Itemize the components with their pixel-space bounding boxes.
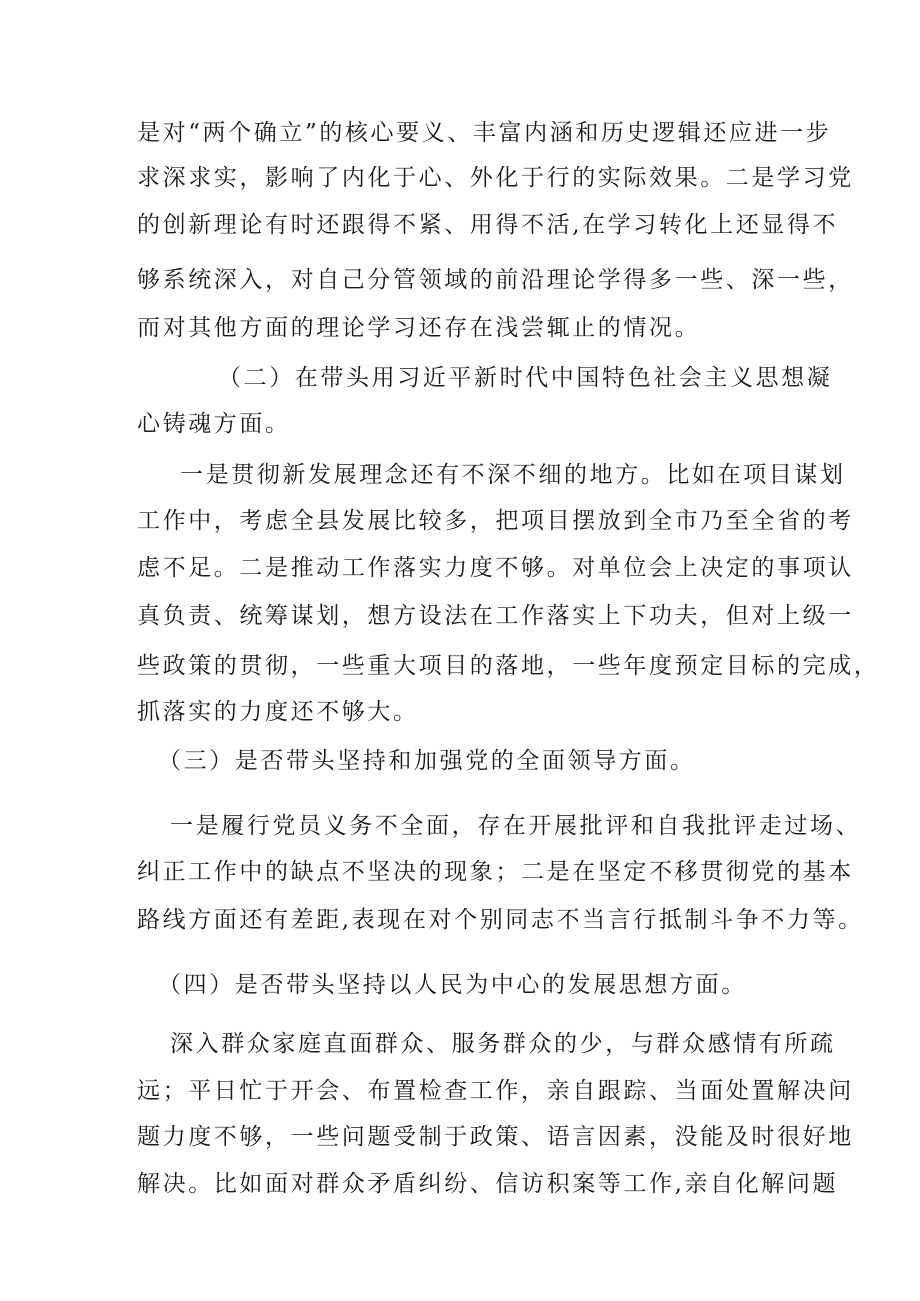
paragraph-line: 虑不足。二是推动工作落实力度不够。对单位会上决定的事项认: [137, 555, 854, 581]
paragraph-line: 远；平日忙于开会、布置检查工作，亲自跟踪、当面处置解决问: [137, 1078, 854, 1104]
paragraph-line: 一是履行党员义务不全面，存在开展批评和自我批评走过场、: [170, 813, 862, 839]
section-heading: （二）在带头用习近平新时代中国特色社会主义思想凝: [218, 365, 833, 391]
paragraph-line: 是对“两个确立”的核心要义、丰富内涵和历史逻辑还应进一步: [137, 120, 832, 146]
paragraph-line: 抓落实的力度还不够大。: [137, 699, 419, 725]
paragraph-line: 一是贯彻新发展理念还有不深不细的地方。比如在项目谋划: [180, 462, 846, 488]
paragraph-line: 而对其他方面的理论学习还存在浅尝辄止的情况。: [137, 315, 701, 341]
section-heading: （四）是否带头坚持以人民为中心的发展思想方面。: [158, 972, 747, 998]
paragraph-line: 解决。比如面对群众矛盾纠纷、信访积案等工作,亲自化解问题: [137, 1171, 839, 1197]
section-heading: 心铸魂方面。: [137, 411, 291, 437]
paragraph-line: 纠正工作中的缺点不坚决的现象；二是在坚定不移贯彻党的基本: [137, 859, 854, 885]
paragraph-line: 够系统深入，对自己分管领域的前沿理论学得多一些、深一些，: [137, 267, 854, 293]
paragraph-line: 路线方面还有差距,表现在对个别同志不当言行抵制斗争不力等。: [137, 907, 864, 933]
paragraph-line: 深入群众家庭直面群众、服务群众的少，与群众感情有所疏: [170, 1031, 836, 1057]
paragraph-line: 真负责、统筹谋划，想方设法在工作落实上下功夫，但对上级一: [137, 603, 854, 629]
paragraph-line: 求深求实，影响了内化于心、外化于行的实际效果。二是学习党: [137, 165, 854, 191]
section-heading: （三）是否带头坚持和加强党的全面领导方面。: [158, 748, 696, 774]
paragraph-line: 些政策的贯彻，一些重大项目的落地，一些年度预定目标的完成，: [137, 653, 880, 679]
paragraph-line: 题力度不够，一些问题受制于政策、语言因素，没能及时很好地: [137, 1124, 854, 1150]
paragraph-line: 工作中，考虑全县发展比较多，把项目摆放到全市乃至全省的考: [137, 508, 854, 534]
paragraph-line: 的创新理论有时还跟得不紧、用得不活,在学习转化上还显得不: [137, 212, 839, 238]
